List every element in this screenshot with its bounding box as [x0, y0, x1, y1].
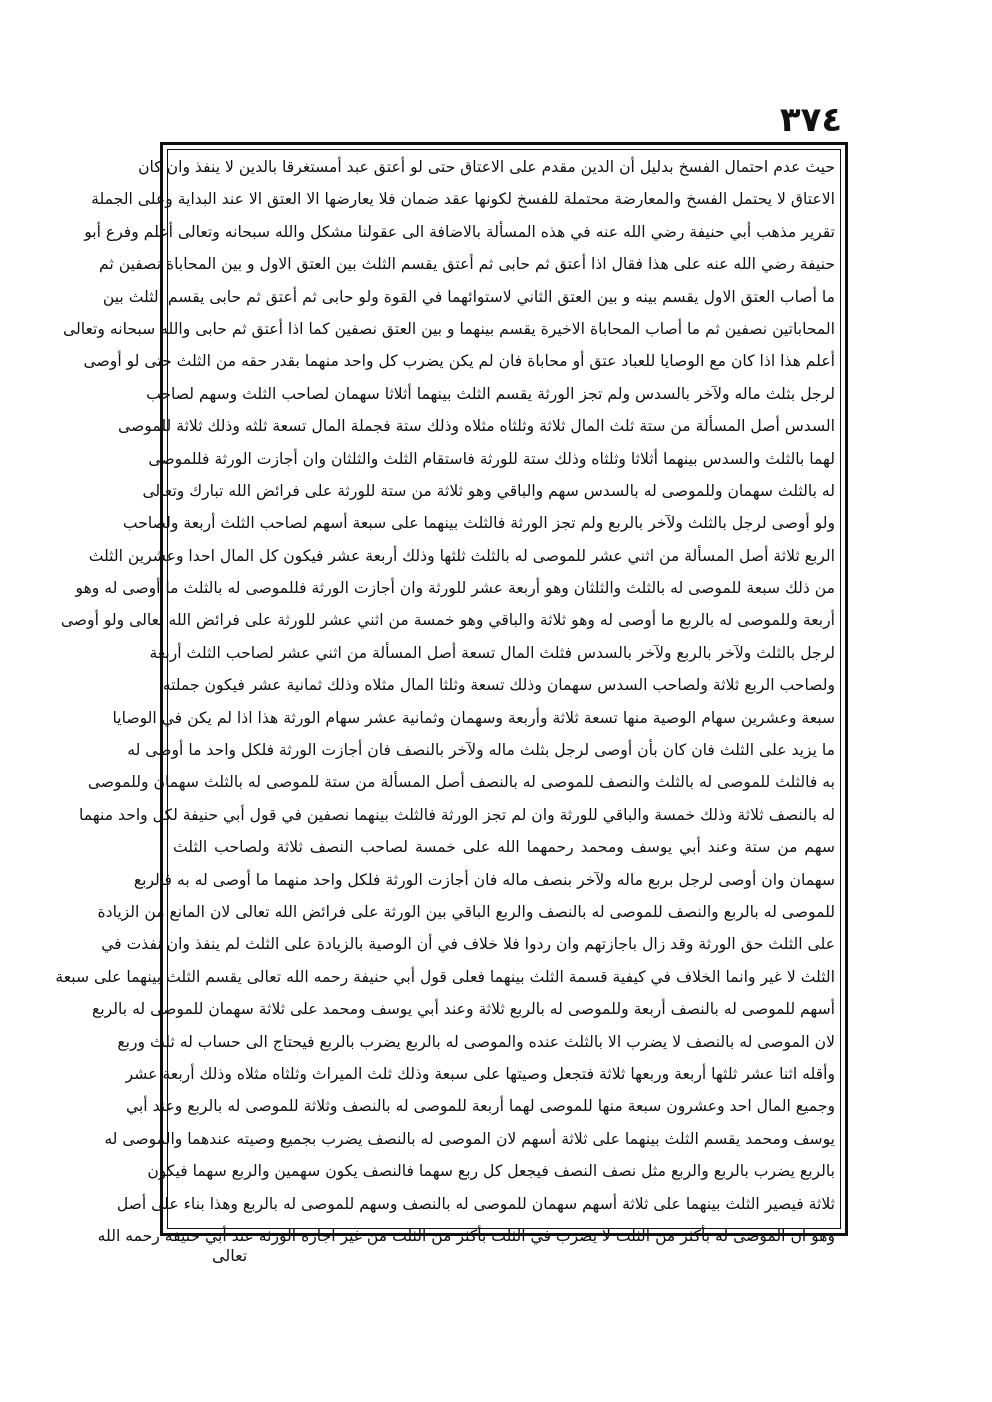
- text-line: أسهم للموصى له بالنصف أربعة وللموصى له بالربع ثلاثة وعند أبي يوسف ومحمد على ثلاثة سهمان للموصى له بالربع: [92, 1000, 835, 1019]
- page-number: ٣٧٤: [779, 100, 843, 140]
- text-line: الربع ثلاثة أصل المسألة من اثني عشر للموصى له بالثلث ثلثها وذلك أربعة عشر فيكون كل المال احدا وعشرين الثلث: [88, 546, 835, 565]
- text-line: حيث عدم احتمال الفسخ بدليل أن الدين مقدم على الاعتاق حتى لو أعتق عبد أمستغرقا بالدين لا ينفذ وان كان: [138, 158, 835, 176]
- text-line: سهم من ستة وعند أبي يوسف ومحمد رحمهما الله على خمسة لصاحب النصف ثلاثة ولصاحب الثلث: [173, 838, 835, 857]
- text-frame: [55, 142, 848, 1245]
- text-line: لان الموصى له بالنصف لا يضرب الا بالثلث عنده والموصى له بالربع يضرب بالربع فيحتاج الى حساب له ثلث وربع: [117, 1032, 835, 1051]
- text-line: وأقله اثنا عشر ثلثها أربعة وربعها ثلاثة فتجعل وصيتها على سبعة وذلك ثلث الميراث وثلثاه مثلاه وذلك أربعة عشر: [125, 1064, 835, 1083]
- text-line: به فالثلث للموصى له بالثلث والنصف للموصى له بالنصف أصل المسألة من ستة للموصى له بالثلث سهمان وللموصى: [87, 773, 835, 792]
- text-line: أعلم هذا اذا كان مع الوصايا للعباد عتق أو محاباة فان لم يكن يضرب كل واحد منهما بقدر حقه من الثلث حتى لو أوصى: [83, 352, 835, 371]
- text-line: من ذلك سبعة للموصى له بالثلث والثلثان وهو أربعة عشر للورثة وان أجازت الورثة فللموصى له بالثلث ما أوصى له وهو: [75, 579, 835, 598]
- text-line: الثلث لا غير وانما الخلاف في كيفية قسمة الثلث بينهما فعلى قول أبي حنيفة رحمه الله تعالى يقسم الثلث بينهما على سبعة: [55, 967, 835, 986]
- text-line: حنيفة رضي الله عنه على هذا فقال اذا أعتق ثم حابى ثم أعتق يقسم الثلث بين العتق الاول و بين المحاباة نصفين ثم: [99, 255, 835, 274]
- text-line: لرجل بثلث ماله ولآخر بالسدس ولم تجز الورثة يقسم الثلث بينهما أثلاثا سهمان لصاحب الثلث وسهم لصاحب: [146, 384, 835, 403]
- text-line: ولو أوصى لرجل بالثلث ولآخر بالربع ولم تجز الورثة فالثلث بينهما على سبعة أسهم لصاحب الثلث أربعة ولصاحب: [122, 514, 835, 533]
- text-line: سهمان وان أوصى لرجل بربع ماله ولآخر بنصف ماله فان أجازت الورثة فلكل واحد منهما ما أوصى له به فالربع: [133, 870, 835, 889]
- body-text: [55, 151, 835, 1252]
- text-line: تقرير مذهب أبي حنيفة رضي الله عنه في هذه المسألة بالاضافة الى عقولنا مشكل والله سبحانه وتعالى أعلم وفرع أبو: [84, 222, 835, 241]
- text-line: ما يزيد على الثلث فان كان بأن أوصى لرجل بثلث ماله ولآخر بالنصف فان أجازت الورثة فلكل واحد ما أوصى له: [127, 741, 835, 760]
- text-line: له بالثلث سهمان وللموصى له بالسدس سهم والباقي وهو ثلاثة من ستة للورثة على فرائض الله تبارك وتعالى: [142, 481, 835, 500]
- text-line: له بالنصف ثلاثة وذلك خمسة والباقي للورثة وان لم تجز الورثة فالثلث بينهما نصفين في قول أبي حنيفة لكل واحد منهما: [79, 805, 835, 824]
- text-line: للموصى له بالربع والنصف للموصى له بالنصف والربع الباقي بين الورثة على فرائض الله تعالى لان المانع من الزيادة: [97, 902, 835, 921]
- text-line: على الثلث حق الورثة وقد زال باجازتهم وان ردوا فلا خلاف في أن الوصية بالزيادة على الثلث لم ينفذ وان نفذت في: [101, 935, 835, 954]
- text-line: وهو ان الموصى له بأكثر من الثلث لا يضرب في الثلث بأكثر من الثلث من غير اجازة الورثة عند أبي حنيفة رحمه الله: [97, 1226, 835, 1245]
- text-line: بالربع يضرب بالربع والربع مثل نصف النصف فيجعل كل ربع سهما فالنصف يكون سهمين والربع سهما فيكون: [147, 1162, 835, 1181]
- text-line: يوسف ومحمد يقسم الثلث بينهما على ثلاثة أسهم لان الموصى له بالنصف يضرب بجميع وصيته عندهما والموصى له: [104, 1129, 835, 1148]
- text-line: سبعة وعشرين سهام الوصية منها تسعة ثلاثة وأربعة وسهمان وثمانية عشر سهام الورثة هذا اذا لم يكن في الوصايا: [112, 708, 835, 727]
- text-line: أربعة وللموصى له بالربع ما أوصى له وهو ثلاثة والباقي وهو خمسة من اثني عشر للورثة على فرائض الله تعالى ولو أوصى: [60, 611, 835, 630]
- text-line: الاعتاق لا يحتمل الفسخ والمعارضة محتملة للفسخ لكونها عقد ضمان فلا يعارضها الا العتق الا عند البداية وعلى الجملة: [91, 190, 835, 209]
- text-line: لهما بالثلث والسدس بينهما أثلاثا وثلثاه وذلك ستة للورثة فاستقام الثلث والثلثان وان أجازت الورثة فللموصى: [148, 449, 835, 468]
- text-line: لرجل بالثلث ولآخر بالربع ولآخر بالسدس فثلث المال تسعة أصل المسألة من اثني عشر لصاحب الثلث أربعة: [149, 643, 835, 662]
- text-line: وجميع المال احد وعشرون سبعة منها للموصى لهما أربعة للموصى له بالنصف وثلاثة للموصى له بالربع وعند أبي: [125, 1097, 835, 1116]
- text-line: ما أصاب العتق الاول يقسم بينه و بين العتق الثاني لاستوائهما في القوة ولو حابى ثم أعتق ثم حابى يقسم الثلث بين: [102, 287, 835, 306]
- text-line: المحاباتين نصفين ثم ما أصاب المحاباة الاخيرة يقسم بينهما و بين العتق نصفين كما اذا أعتق ثم حابى والله سبحانه وتعالى: [63, 319, 835, 338]
- text-line: ولصاحب الربع ثلاثة ولصاحب السدس سهمان وذلك تسعة وثلثا المال مثلاه وذلك ثمانية عشر فيكون جملته: [162, 676, 835, 695]
- text-line: ثلاثة فيصير الثلث بينهما على ثلاثة أسهم سهمان للموصى له بالنصف وسهم للموصى له بالربع وهذا بناء على أصل: [116, 1194, 835, 1213]
- text-line: السدس أصل المسألة من ستة ثلث المال ثلاثة وثلثاه مثلاه وذلك ستة فجملة المال تسعة ثلثه وذلك ثلاثة للموصى: [118, 417, 835, 436]
- catchword: تعالى: [212, 1246, 248, 1265]
